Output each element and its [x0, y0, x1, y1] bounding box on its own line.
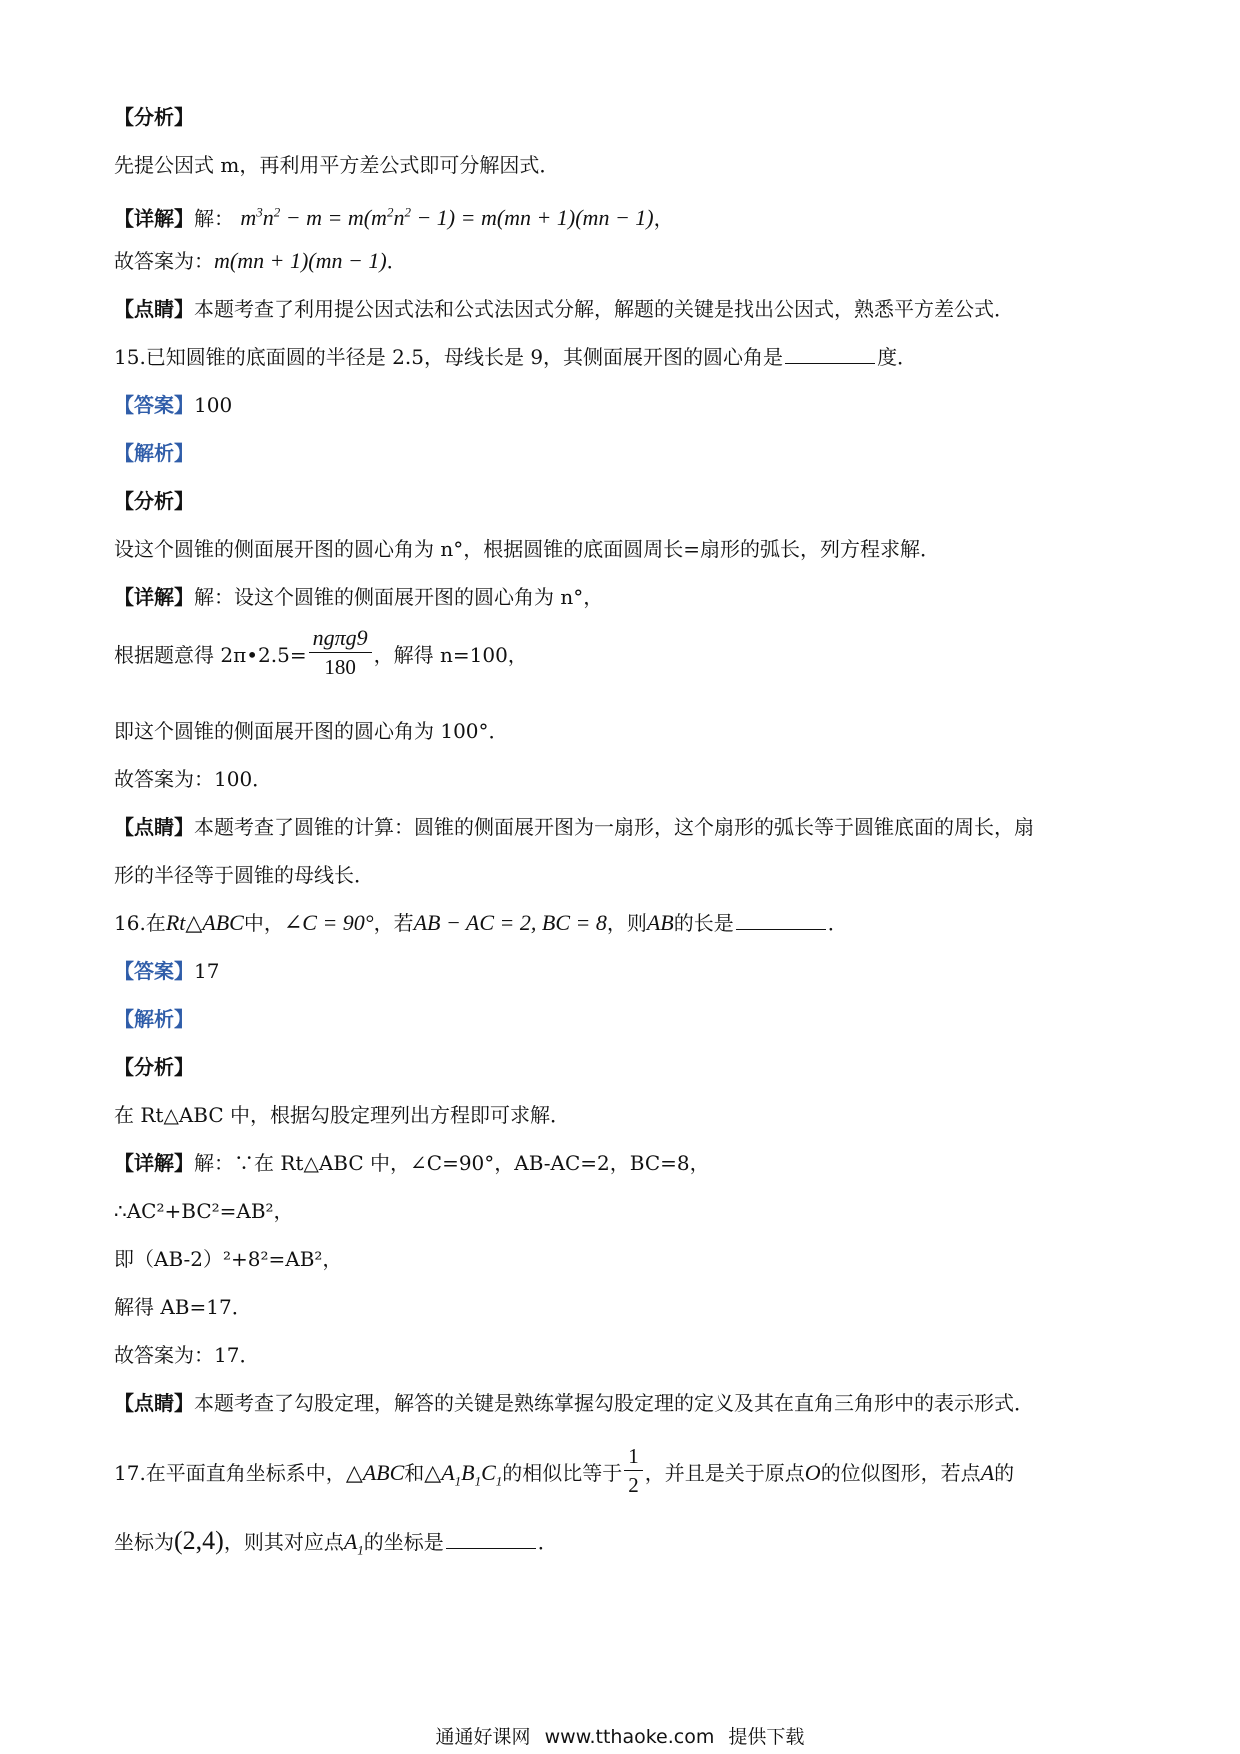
answer-blank — [785, 345, 875, 364]
analysis-tag-s1 — [114, 104, 194, 130]
factor-equation: $m^3n^2 - m = m(m^2n^2 - 1) = m(mn + 1)(mn - 1)$ — [240, 205, 654, 231]
answer-line-16 — [114, 958, 219, 984]
detail-text: 解：设这个圆锥的侧面展开图的圆心角为 n°， — [194, 585, 604, 609]
fraction-numerator: ngπg9 — [309, 624, 372, 653]
answer-line-15 — [114, 392, 232, 418]
triangle-abc-expr: △ABC — [345, 1460, 405, 1485]
comment-text: 本题考查了圆锥的计算：圆锥的侧面展开图为一扇形，这个扇形的弧长等于圆锥底面的周长，扇 — [194, 815, 1034, 839]
footer-url[interactable]: www.tthaoke.com — [544, 1726, 715, 1748]
q17-line2-mid: ，则其对应点 — [223, 1530, 344, 1554]
detail-line-16 — [114, 1150, 710, 1176]
footer-site: 通通好课网 — [435, 1726, 531, 1748]
equation-line-15 — [114, 625, 528, 685]
triangle-a1b1c1-expr: $\triangle A_1B_1C_1$ — [424, 1460, 503, 1489]
detail-tag: 【详解】 — [114, 585, 194, 609]
answer-tag: 【答案】 — [114, 393, 194, 417]
q17-mid1: 和 — [404, 1461, 425, 1485]
answer-value: 100 — [194, 393, 233, 417]
question-17 — [114, 1446, 1014, 1503]
point-a-expr: A — [980, 1460, 995, 1485]
detail-prefix: 解： — [194, 206, 234, 231]
analysis-text-15: 设这个圆锥的侧面展开图的圆心角为 n°，根据圆锥的底面圆周长=扇形的弧长，列方程求解． — [114, 537, 940, 561]
detail-line4-16: 解得 AB=17． — [114, 1295, 252, 1319]
answer-expression: m(mn + 1)(mn − 1) — [214, 248, 387, 273]
angle-c-expr: ∠C = 90° — [283, 910, 374, 935]
jiexi-tag-15 — [114, 440, 194, 466]
detail-line3-16: 即（AB-2）²+8²=AB²， — [114, 1247, 343, 1271]
answer-blank — [446, 1530, 536, 1549]
ratio-fraction — [624, 1442, 643, 1499]
detail-line3-15: 即这个圆锥的侧面展开图的圆心角为 100°． — [114, 719, 509, 743]
page-footer — [0, 1722, 1240, 1749]
comment-line-15b: 形的半径等于圆锥的母线长． — [114, 863, 374, 887]
comment-tag: 【点睛】 — [114, 297, 194, 321]
jiexi-tag: 【解析】 — [114, 1007, 194, 1031]
question-15-tail: 度． — [877, 345, 918, 369]
detail-tag: 【详解】 — [114, 206, 194, 231]
q17-mid3: ，并且是关于原点 — [644, 1461, 805, 1485]
q17-line2-tail: ． — [537, 1530, 558, 1554]
comment-line-15a — [114, 814, 1034, 840]
q17-line2-prefix: 坐标为 — [114, 1530, 174, 1554]
detail-tail: ， — [653, 206, 674, 231]
analysis-text-s1: 先提公因式 m，再利用平方差公式即可分解因式． — [114, 153, 560, 177]
answer-blank — [736, 911, 826, 930]
answer-tail: ． — [386, 249, 407, 273]
q17-mid2: 的相似比等于 — [502, 1461, 623, 1485]
q16-mid3: ，则 — [606, 911, 647, 935]
analysis-text-16: 在 Rt△ABC 中，根据勾股定理列出方程即可求解． — [114, 1103, 571, 1127]
footer-tail: 提供下载 — [728, 1726, 805, 1748]
q16-mid1: 中， — [243, 911, 284, 935]
fraction-denominator: 180 — [324, 655, 356, 679]
q17-mid4: 的位似图形，若点 — [820, 1461, 981, 1485]
detail-line-15 — [114, 584, 603, 610]
analysis-tag: 【分析】 — [114, 1055, 194, 1079]
equation-tail: ，解得 n=100， — [373, 643, 528, 667]
detail-line4-15: 故答案为：100． — [114, 767, 273, 791]
detail-line2-16: ∴AC²+BC²=AB²， — [114, 1199, 294, 1223]
analysis-tag-16 — [114, 1054, 194, 1080]
ratio-numerator: 1 — [624, 1442, 643, 1471]
comment-text: 本题考查了利用提公因式法和公式法因式分解，解题的关键是找出公因式，熟悉平方差公式． — [194, 297, 1014, 321]
answer-value: 17 — [194, 959, 220, 983]
detail-line-s1 — [114, 200, 674, 231]
point-a1-expr: $A_1$ — [343, 1529, 364, 1558]
answer-line-s1 — [114, 248, 407, 274]
question-16 — [114, 910, 848, 936]
detail-text: 解：∵在 Rt△ABC 中，∠C=90°，AB-AC=2，BC=8， — [194, 1151, 710, 1175]
q16-mid2: ，若 — [373, 911, 414, 935]
q17-line2-mid2: 的坐标是 — [363, 1530, 444, 1554]
answer-tag: 【答案】 — [114, 959, 194, 983]
analysis-tag: 【分析】 — [114, 489, 194, 513]
q17-prefix: 17.在平面直角坐标系中， — [114, 1461, 346, 1485]
origin-o-expr: O — [804, 1460, 821, 1485]
detail-line5-16: 故答案为：17． — [114, 1343, 260, 1367]
question-15-text: 15.已知圆锥的底面圆的半径是 2.5，母线长是 9，其侧面展开图的圆心角是 — [114, 345, 784, 369]
comment-line-16 — [114, 1390, 1034, 1416]
ratio-denominator: 2 — [628, 1473, 639, 1497]
q17-mid5: 的 — [994, 1461, 1015, 1485]
q16-prefix: 16.在 — [114, 911, 166, 935]
equation-prefix: 根据题意得 2π•2.5= — [114, 643, 307, 667]
comment-tag: 【点睛】 — [114, 1391, 194, 1415]
q16-tail: ． — [827, 911, 848, 935]
fraction — [309, 624, 372, 681]
comment-tag: 【点睛】 — [114, 815, 194, 839]
detail-tag: 【详解】 — [114, 1151, 194, 1175]
question-15 — [114, 344, 917, 370]
comment-line-s1 — [114, 296, 1014, 322]
condition-expr: AB − AC = 2, BC = 8 — [413, 910, 607, 935]
question-17-line2 — [114, 1528, 558, 1563]
jiexi-tag: 【解析】 — [114, 441, 194, 465]
answer-prefix: 故答案为： — [114, 249, 214, 273]
jiexi-tag-16 — [114, 1006, 194, 1032]
q16-mid4: 的长是 — [673, 911, 734, 935]
analysis-tag: 【分析】 — [114, 105, 194, 129]
ab-expr: AB — [646, 910, 674, 935]
rt-triangle-expr: Rt△ABC — [165, 910, 244, 935]
analysis-tag-15 — [114, 488, 194, 514]
comment-text: 本题考查了勾股定理，解答的关键是熟练掌握勾股定理的定义及其在直角三角形中的表示形式． — [194, 1391, 1034, 1415]
coordinate-expr: (2,4) — [174, 1526, 224, 1555]
